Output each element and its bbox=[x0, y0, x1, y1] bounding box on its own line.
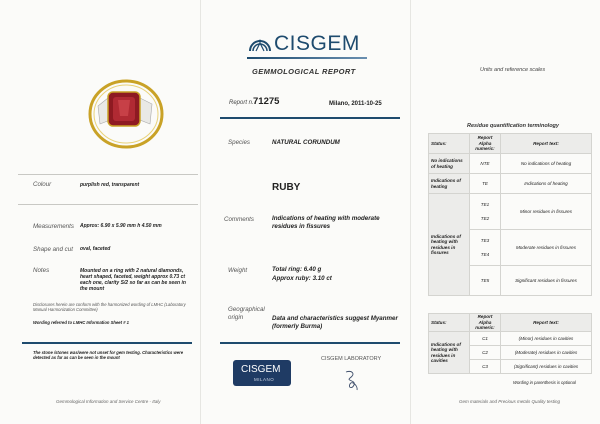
middle-rule bbox=[220, 342, 400, 344]
geo-value: Data and characteristics suggest Myanmer (formerly Burma) bbox=[272, 315, 398, 330]
comments-value: Indications of heating with moderate residues in fissures bbox=[272, 215, 380, 230]
cavity-residue-table bbox=[428, 313, 592, 374]
cisgem-seal bbox=[233, 360, 291, 386]
comments-label: Comments bbox=[224, 216, 254, 223]
footer-right: Gem materials and Precious metals Quality testing bbox=[459, 399, 561, 404]
left-rule bbox=[22, 342, 192, 344]
report-subtitle: GEMMOLOGICAL REPORT bbox=[252, 67, 356, 76]
notes-label: Notes bbox=[33, 267, 50, 274]
text-cell: (Significant) residues in cavities bbox=[501, 360, 592, 374]
notes-value: Mounted on a ring with 2 natural diamonds, heart shaped, faceted, weight approx 0.73 ct each one, clarity S/2 so far as can be seen in the mount bbox=[80, 268, 186, 292]
code-cell: TE bbox=[470, 174, 501, 194]
status-cell: No indications of heating bbox=[429, 154, 470, 174]
alpha-header: Report Alpha numeric: bbox=[470, 314, 501, 332]
disclosure-note: Disclosures herein are conform with the harmonized wording of LMHC (Laboratory Manual Harmonization Committee) bbox=[33, 302, 186, 312]
table-footnote: Wording in parenthesis is optional bbox=[513, 380, 576, 385]
table-row bbox=[429, 332, 592, 346]
text-cell: Moderate residues in fissures bbox=[501, 230, 592, 266]
text-cell: Indications of heating bbox=[501, 174, 592, 194]
alpha-header: Report Alpha numeric: bbox=[470, 134, 501, 154]
shape-value: oval, faceted bbox=[80, 246, 111, 252]
seal-city: MILANO bbox=[254, 377, 275, 382]
brand-name: CISGEM bbox=[274, 32, 360, 55]
colour-value: purplish red, transparent bbox=[80, 182, 140, 188]
text-cell: No indications of heating bbox=[501, 154, 592, 174]
code-cell: NTE bbox=[470, 154, 501, 174]
report-place-date: Milano, 2011-10-25 bbox=[329, 101, 382, 107]
code-cell: TE1 TE2 bbox=[470, 194, 501, 230]
footer-left: Gemmological Information and Service Centre - Italy bbox=[56, 399, 161, 404]
measurements-value: Approx: 6.90 x 5.90 mm h 4.50 mm bbox=[80, 223, 162, 229]
cisgem-emblem-icon bbox=[248, 33, 272, 53]
code-cell: TE5 bbox=[470, 266, 501, 296]
colour-label: Colour bbox=[33, 181, 52, 188]
status-header: Status: bbox=[429, 314, 470, 332]
residue-table-title: Residue quantification terminology bbox=[467, 123, 559, 129]
measurements-label: Measurements bbox=[33, 223, 74, 230]
lab-label: CISGEM LABORATORY bbox=[321, 356, 382, 362]
status-cell: Indications of heating with residues in cavities bbox=[429, 332, 470, 374]
text-header: Report text: bbox=[501, 314, 592, 332]
code-cell: TE3 TE4 bbox=[470, 230, 501, 266]
code-cell: C1 bbox=[470, 332, 501, 346]
status-cell: Indications of heating with residues in fissures bbox=[429, 194, 470, 296]
weight-total: Total ring: 6.40 g bbox=[272, 266, 322, 273]
signature bbox=[342, 368, 362, 392]
table-header-row bbox=[429, 314, 592, 332]
status-header: Status: bbox=[429, 134, 470, 154]
ring-photo bbox=[78, 78, 168, 150]
variety-value: RUBY bbox=[272, 182, 301, 193]
units-title: Units and reference scales bbox=[480, 67, 546, 73]
wording-note: Wording referred to LMHC Information Sheet # 1 bbox=[33, 320, 130, 325]
report-number: 71275 bbox=[253, 96, 280, 107]
status-cell: Indications of heating bbox=[429, 174, 470, 194]
table-header-row bbox=[429, 134, 592, 154]
table-row bbox=[429, 154, 592, 174]
text-cell: (Minor) residues in cavities bbox=[501, 332, 592, 346]
species-label: Species bbox=[228, 139, 251, 146]
table-row bbox=[429, 194, 592, 230]
weight-label: Weight bbox=[228, 267, 248, 274]
text-cell: Significant residues in fissures bbox=[501, 266, 592, 296]
text-header: Report text: bbox=[501, 134, 592, 154]
report-number-label: Report n. bbox=[229, 100, 254, 106]
cisgem-logo bbox=[244, 30, 384, 58]
text-cell: (Moderate) residues in cavities bbox=[501, 346, 592, 360]
shape-label: Shape and cut bbox=[33, 246, 73, 253]
species-value: NATURAL CORUNDUM bbox=[272, 139, 340, 146]
geo-label: Geographical origin bbox=[228, 306, 265, 321]
text-cell: Minor residues in fissures bbox=[501, 194, 592, 230]
stone-note: The stone /stones was/were not unset for gem testing. Characteristics were detected as far as can be seen in the mount bbox=[33, 350, 184, 360]
table-row bbox=[429, 174, 592, 194]
header-rule bbox=[220, 117, 400, 119]
seal-brand: CISGEM bbox=[241, 364, 281, 375]
code-cell: C3 bbox=[470, 360, 501, 374]
code-cell: C2 bbox=[470, 346, 501, 360]
weight-ruby: Approx ruby: 3.10 ct bbox=[272, 275, 332, 282]
logo-underline bbox=[247, 57, 367, 59]
heating-residue-table bbox=[428, 133, 592, 296]
